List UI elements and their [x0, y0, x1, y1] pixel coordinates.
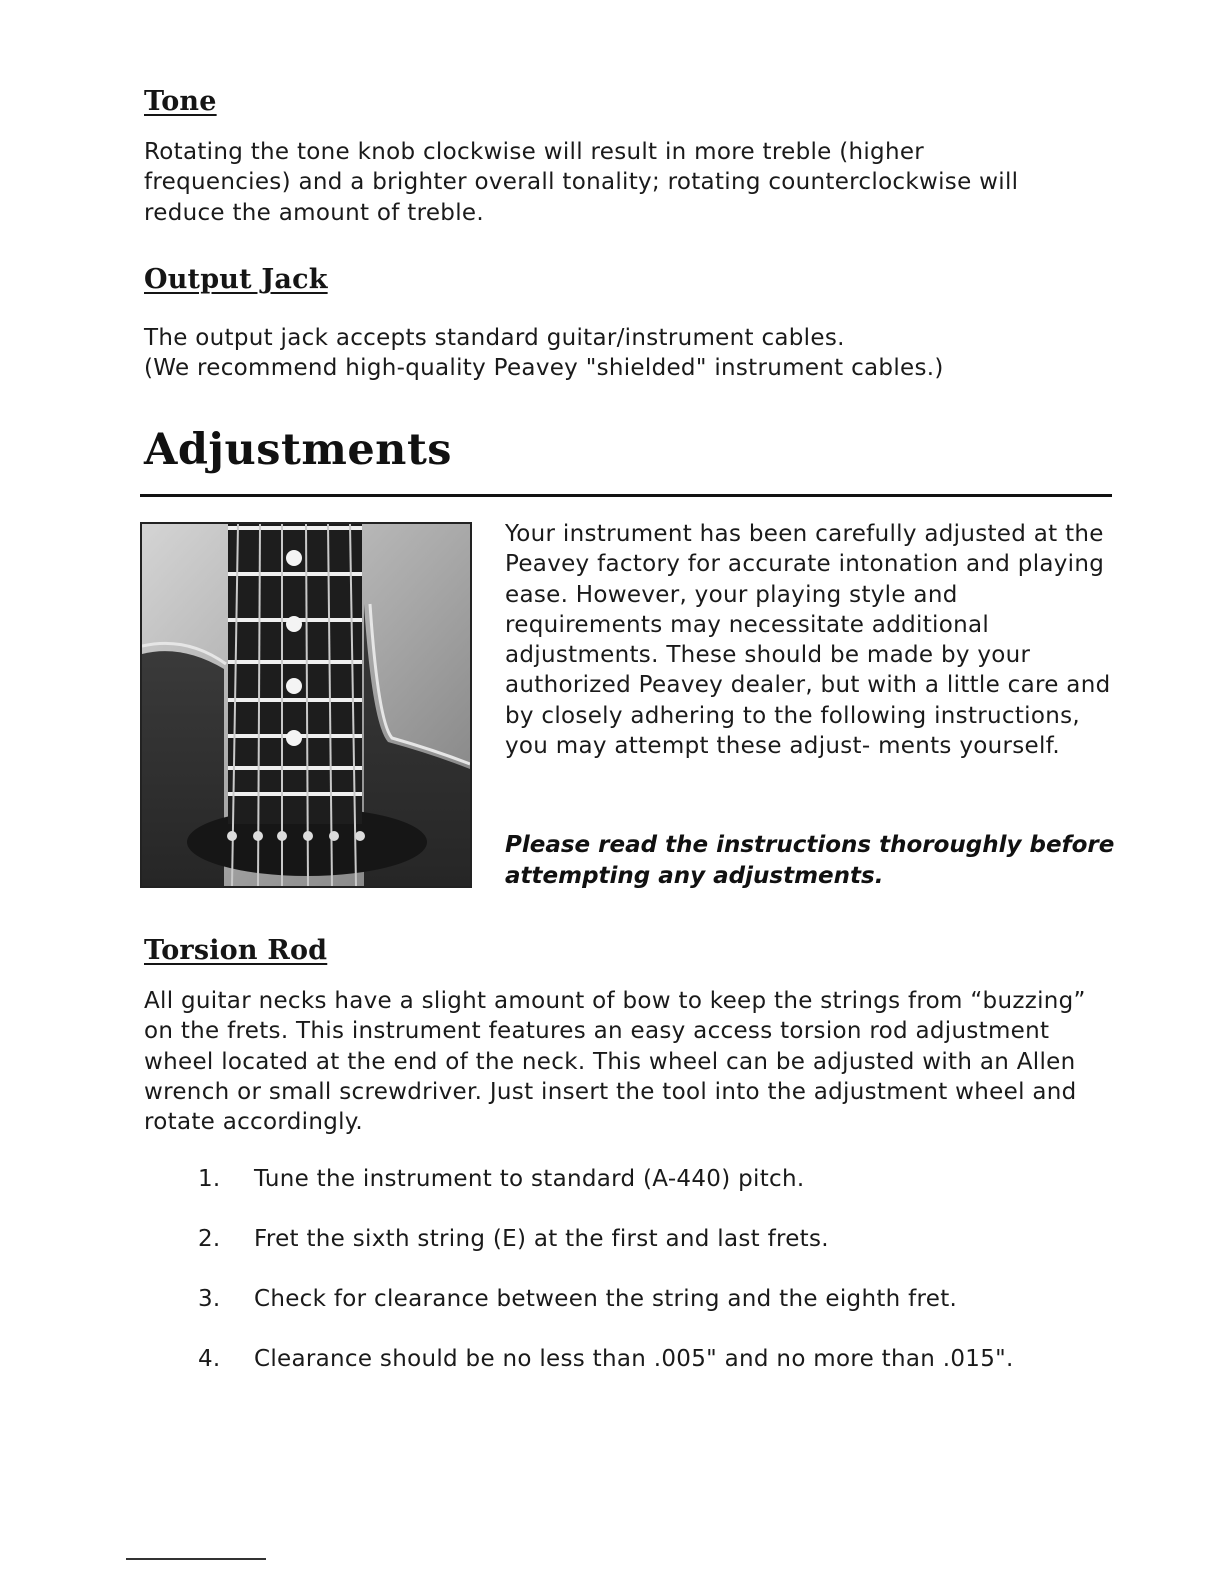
adjustments-title: Adjustments [144, 425, 453, 475]
step-text: Clearance should be no less than .005" and no more than .015". [254, 1346, 1014, 1372]
tone-heading: Tone [144, 86, 217, 117]
guitar-neck-photo [140, 522, 472, 888]
section-rule [140, 494, 1112, 497]
list-item [198, 1166, 1014, 1226]
torsion-rod-heading: Torsion Rod [144, 935, 328, 966]
adjustments-caution: Please read the instructions thoroughly before attempting any adjustments. [505, 832, 1115, 889]
tone-paragraph: Rotating the tone knob clockwise will result in more treble (higher frequencies) and a brighter overall tonality; rotating counterclockwise will reduce the amount of treble. [144, 139, 1019, 226]
output-jack-line-2: (We recommend high-quality Peavey "shielded" instrument cables.) [144, 355, 944, 382]
step-text: Fret the sixth string (E) at the first and last frets. [254, 1226, 829, 1252]
list-item [198, 1346, 1014, 1406]
list-item [198, 1226, 1014, 1286]
output-jack-heading: Output Jack [144, 264, 328, 295]
step-text: Tune the instrument to standard (A-440) pitch. [254, 1166, 805, 1192]
footer-rule [126, 1558, 266, 1560]
adjustments-intro: Your instrument has been carefully adjusted at the Peavey factory for accurate intonation and playing ease. However, your playing style and requirements may necessitate additional adjustments. These should be made by your authorized Peavey dealer, but with a little care and by closely adhering to the following instructions, you may attempt these adjust- ments yourself. [505, 521, 1111, 760]
step-number: 1. [198, 1166, 221, 1192]
output-jack-paragraph [144, 323, 1104, 384]
output-jack-line-1: The output jack accepts standard guitar/instrument cables. [144, 325, 845, 351]
step-text: Check for clearance between the string and the eighth fret. [254, 1286, 958, 1312]
step-number: 3. [198, 1286, 221, 1312]
step-number: 4. [198, 1346, 221, 1372]
step-number: 2. [198, 1226, 221, 1252]
torsion-rod-steps [198, 1166, 1014, 1406]
list-item [198, 1286, 1014, 1346]
torsion-rod-paragraph: All guitar necks have a slight amount of bow to keep the strings from “buzzing” on the frets. This instrument features an easy access torsion rod adjustment wheel located at the end of the neck. This wheel can be adjusted with an Allen wrench or small screwdriver. Just insert the tool into the adjustment wheel and rotate accordingly. [144, 988, 1086, 1136]
